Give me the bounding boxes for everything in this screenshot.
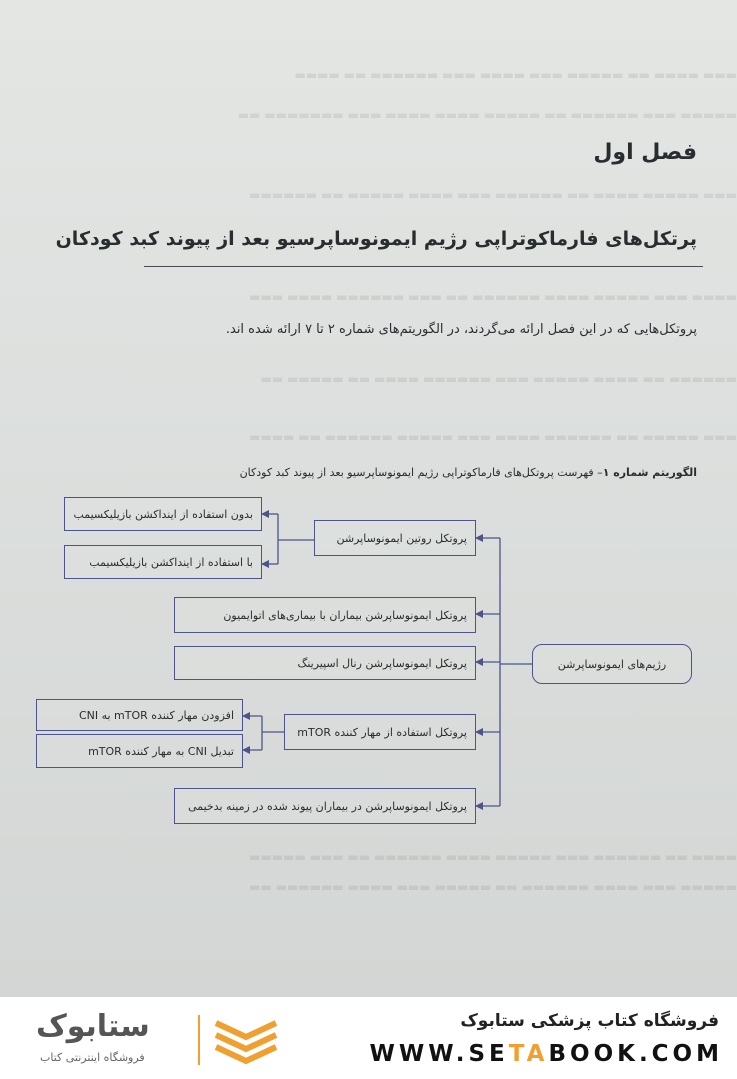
node-autoimmune-protocol: پروتکل ایمونوساپرشن بیماران با بیماری‌های اتوایمیون [174,597,476,633]
store-footer-banner [0,997,737,1079]
node-with-basiliximab: با استفاده از اینداکشن بازیلیکسیمب [64,545,262,579]
bleed-through-text: ▬▬▬▬▬ ▬▬▬ ▬▬▬▬▬▬ ▬▬ ▬▬▬▬▬ ▬▬▬▬ ▬▬▬▬ ▬▬▬ ▬▬▬▬▬▬▬ ▬▬ [237,108,737,122]
node-routine-protocol: پروتکل روتین ایمونوساپرشن [314,520,476,556]
bleed-through-text: ▬▬▬ ▬▬▬▬ ▬▬ ▬▬▬▬▬ ▬▬▬ ▬▬▬▬ ▬▬▬ ▬▬▬▬▬▬ ▬▬ ▬▬▬▬ [294,68,737,82]
algorithm-caption-text: – فهرست پروتکل‌های فارماکوتراپی رژیم ایمونوساپرسیو بعد از پیوند کبد کودکان [239,466,603,479]
logo-divider [198,1015,200,1065]
bleed-through-text: ▬▬▬ ▬▬▬▬▬ ▬▬ ▬▬▬▬▬▬ ▬▬▬▬ ▬▬▬ ▬▬▬▬▬ ▬▬▬▬▬▬ ▬▬ ▬▬▬▬ [249,430,737,444]
node-mtor-protocol: پروتکل استفاده از مهار کننده mTOR [284,714,476,750]
bleed-through-text: ▬▬▬ ▬▬▬▬▬ ▬▬▬▬ ▬▬ ▬▬▬▬▬▬ ▬▬▬ ▬▬▬▬ ▬▬▬▬▬ ▬▬ ▬▬▬▬▬▬ [249,188,737,202]
chapter-title: فصل اول [593,140,697,165]
bleed-through-text: ▬▬▬▬ ▬▬▬ ▬▬▬▬▬ ▬▬▬▬ ▬▬▬▬▬▬ ▬▬ ▬▬▬ ▬▬▬▬▬▬ ▬▬▬▬ ▬▬▬ [249,290,737,304]
node-add-mtor-to-cni: افزودن مهار کننده mTOR به CNI [36,699,243,731]
intro-paragraph: پروتکل‌هایی که در این فصل ارائه می‌گردند، در الگوریتم‌های شماره ۲ تا ۷ ارائه شده اند. [225,322,697,337]
bleed-through-text: ▬▬▬▬▬▬ ▬▬ ▬▬▬▬ ▬▬▬▬▬ ▬▬▬ ▬▬▬▬▬▬ ▬▬▬▬ ▬▬ ▬▬▬▬▬ ▬▬ [260,372,737,386]
store-name: فروشگاه کتاب پزشکی ستابوک [460,1011,719,1031]
node-renal-sparing-protocol: پروتکل ایمونوساپرشن رنال اسپیرینگ [174,646,476,680]
store-logo-tagline: فروشگاه اینترنتی کتاب [40,1051,145,1064]
bleed-through-text: ▬▬▬▬ ▬▬ ▬▬▬▬▬▬ ▬▬▬ ▬▬▬▬▬ ▬▬▬▬ ▬▬▬▬▬▬ ▬▬ ▬▬▬ ▬▬▬▬▬ [249,850,737,864]
bleed-through-text: ▬▬▬▬▬ ▬▬▬ ▬▬▬▬ ▬▬▬▬▬▬ ▬▬ ▬▬▬▬▬ ▬▬▬ ▬▬▬▬ ▬▬▬▬▬▬ ▬▬ [249,880,737,894]
node-immunosuppression-regimens: رژیم‌های ایمونوساپرشن [532,644,692,684]
section-title: پرتکل‌های فارماکوتراپی رژیم ایمونوساپرسیو بعد از پیوند کبد کودکان [55,228,697,250]
stacked-chevrons-icon [210,1011,282,1067]
algorithm-label: الگوریتم شماره ۱ [602,466,697,479]
store-logo-word: ستابوک [36,1009,150,1044]
node-malignancy-protocol: پروتکل ایمونوساپرشن در بیماران پیوند شده در زمینه بدخیمی [174,788,476,824]
node-without-basiliximab: بدون استفاده از اینداکشن بازیلیکسیمب [64,497,262,531]
node-switch-cni-to-mtor: تبدیل CNI به مهار کننده mTOR [36,734,243,768]
store-url: WWW.SETABOOK.COM [369,1041,723,1067]
